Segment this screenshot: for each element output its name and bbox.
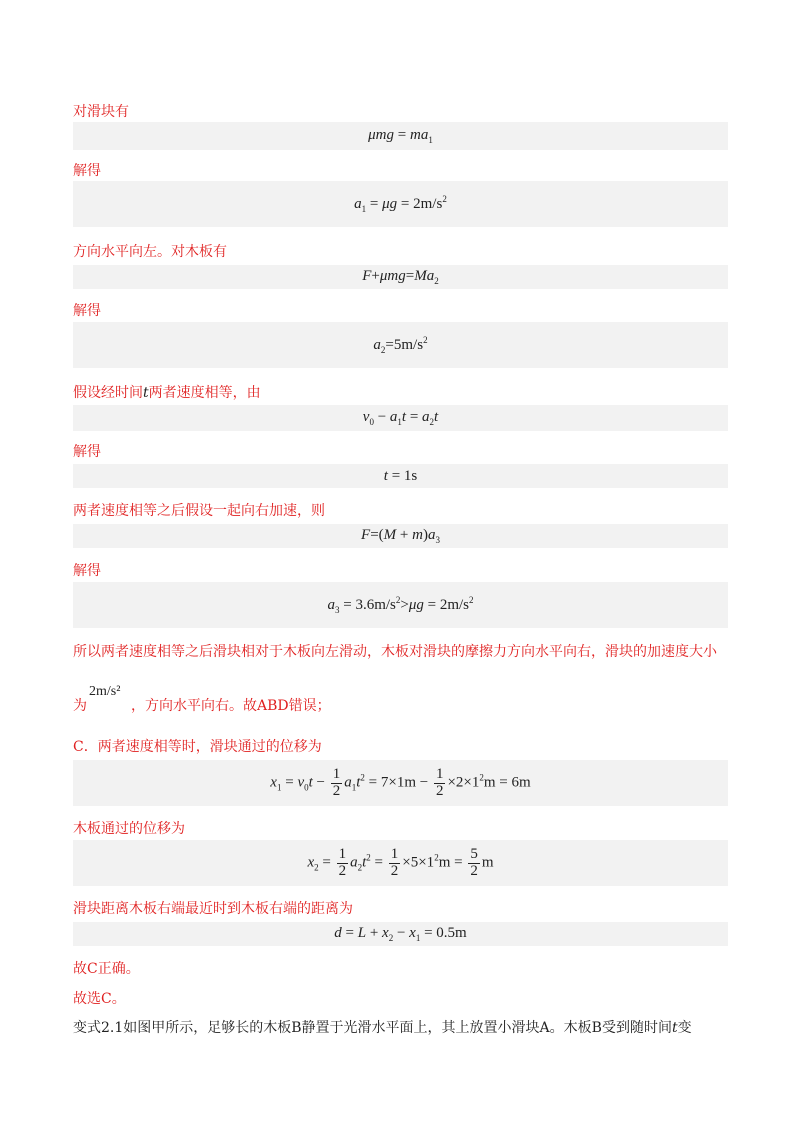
equation-box	[73, 322, 728, 368]
equation-box	[73, 405, 728, 431]
text-segment: 为	[73, 698, 87, 714]
equation-box	[73, 582, 728, 628]
text-segment: ，方向水平向右。故ABD错误；	[131, 698, 331, 714]
formula: $F=(M + m)a_3$	[361, 527, 440, 545]
text-segment: 两者速度相等，由	[148, 385, 261, 401]
text-line: 对滑块有	[73, 104, 129, 120]
text-line: 两者速度相等之后假设一起向右加速，则	[73, 503, 325, 519]
equation-box	[73, 265, 728, 289]
text-line	[73, 382, 261, 402]
text-segment: 假设经时间	[73, 385, 143, 401]
formula: t = 1s	[383, 467, 418, 484]
variable: t	[671, 1020, 678, 1036]
formula: $a_1 = \mu g = 2m/s^2$	[354, 194, 447, 214]
text-line: C．两者速度相等时，滑块通过的位移为	[73, 739, 322, 755]
variable: t	[143, 385, 149, 401]
text-line: 木板通过的位移为	[73, 821, 185, 837]
equation-box	[73, 122, 728, 150]
text-line: 解得	[73, 563, 101, 579]
equation-box	[73, 464, 728, 488]
text-line: 故C正确。	[73, 961, 140, 977]
formula: $a_3 = 3.6m/s^2>\mu g = 2m/s^2$	[327, 595, 474, 615]
formula: $a_2=5m/s^2$	[373, 335, 428, 355]
equation-box	[73, 760, 728, 806]
formula: $F+\mu mg=Ma_2$	[362, 268, 439, 286]
equation-box	[73, 840, 728, 886]
equation-box	[73, 922, 728, 946]
text-line: 解得	[73, 444, 101, 460]
text-line: 方向水平向左。对木板有	[73, 244, 227, 260]
inline-formula: 2m/s²	[89, 684, 121, 699]
text-line: 滑块距离木板右端最近时到木板右端的距离为	[73, 901, 353, 917]
text-line: 解得	[73, 303, 101, 319]
equation-box	[73, 181, 728, 227]
formula: $x_1 = v_0t$ − $\frac{1}{2}$ $a_1t^2 = 7\times 1m$ − $\frac{1}{2}$ $\times 2\times 1^2m = 6m$	[270, 765, 531, 799]
formula: $v_0 - a_1t = a_2t$	[362, 409, 439, 427]
text-line: 解得	[73, 163, 101, 179]
text-segment: 变	[677, 1020, 692, 1036]
text-line	[73, 1017, 692, 1037]
text-line: 故选C。	[73, 991, 126, 1007]
equation-box	[73, 524, 728, 548]
formula: $d = L + x_2 - x_1 = 0.5m$	[334, 925, 467, 943]
text-segment: 变式2.1如图甲所示，足够长的木板B静置于光滑水平面上，其上放置小滑块A。木板B受到随时间	[73, 1020, 672, 1036]
formula: $\mu mg = ma_1$	[368, 127, 433, 145]
text-line: 所以两者速度相等之后滑块相对于木板向左滑动，木板对滑块的摩擦力方向水平向右，滑块的加速度大小	[73, 644, 717, 660]
formula: $x_2$ = $\frac{1}{2}$ $a_2t^2$ = $\frac{1}{2}$ $\times 5\times 1^2m$ = $\frac{5}{2}$ m	[307, 845, 494, 879]
